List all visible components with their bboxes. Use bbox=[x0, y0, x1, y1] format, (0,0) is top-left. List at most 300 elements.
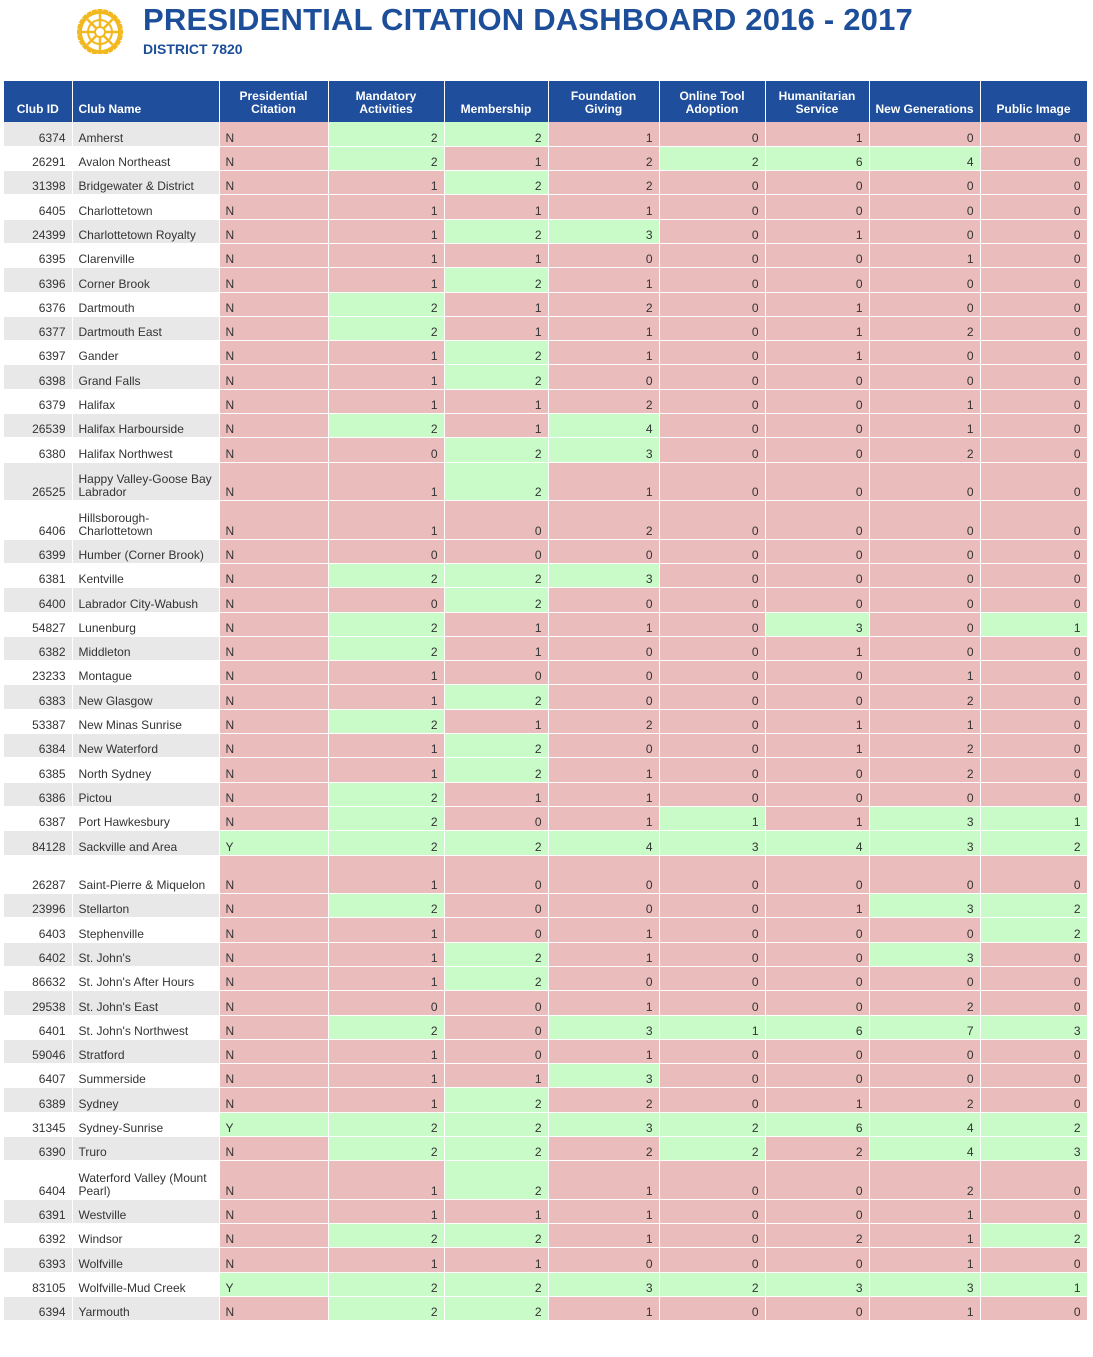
public-image-cell: 3 bbox=[980, 1136, 1087, 1160]
table-row bbox=[4, 1064, 1087, 1088]
table-row bbox=[4, 1136, 1087, 1160]
membership-cell: 2 bbox=[444, 341, 548, 365]
online-tool-adoption-cell: 0 bbox=[659, 734, 765, 758]
new-generations-cell: 0 bbox=[869, 1064, 980, 1088]
humanitarian-service-cell: 3 bbox=[765, 1272, 869, 1296]
membership-cell: 1 bbox=[444, 1064, 548, 1088]
foundation-giving-cell: 1 bbox=[548, 195, 659, 219]
new-generations-cell: 2 bbox=[869, 758, 980, 782]
new-generations-cell: 0 bbox=[869, 1039, 980, 1063]
table-row bbox=[4, 1199, 1087, 1223]
club-name-cell: Humber (Corner Brook) bbox=[72, 539, 219, 563]
humanitarian-service-cell: 0 bbox=[765, 1064, 869, 1088]
new-generations-cell: 0 bbox=[869, 539, 980, 563]
membership-cell: 2 bbox=[444, 588, 548, 612]
foundation-giving-cell: 1 bbox=[548, 806, 659, 830]
column-header-club-id: Club ID bbox=[4, 81, 72, 122]
humanitarian-service-cell: 0 bbox=[765, 1296, 869, 1320]
presidential-citation-cell: N bbox=[219, 268, 328, 292]
membership-cell: 2 bbox=[444, 1296, 548, 1320]
presidential-citation-cell: N bbox=[219, 462, 328, 501]
mandatory-activities-cell: 0 bbox=[328, 539, 444, 563]
humanitarian-service-cell: 0 bbox=[765, 1199, 869, 1223]
presidential-citation-cell: N bbox=[219, 636, 328, 660]
club-name-cell: Halifax bbox=[72, 389, 219, 413]
humanitarian-service-cell: 0 bbox=[765, 438, 869, 462]
mandatory-activities-cell: 2 bbox=[328, 1136, 444, 1160]
foundation-giving-cell: 0 bbox=[548, 661, 659, 685]
table-row bbox=[4, 1248, 1087, 1272]
new-generations-cell: 3 bbox=[869, 942, 980, 966]
club-name-cell: Halifax Northwest bbox=[72, 438, 219, 462]
public-image-cell: 0 bbox=[980, 685, 1087, 709]
presidential-citation-cell: N bbox=[219, 942, 328, 966]
mandatory-activities-cell: 2 bbox=[328, 894, 444, 918]
membership-cell: 1 bbox=[444, 389, 548, 413]
club-name-cell: Yarmouth bbox=[72, 1296, 219, 1320]
club-name-cell: Saint-Pierre & Miquelon bbox=[72, 855, 219, 894]
foundation-giving-cell: 0 bbox=[548, 365, 659, 389]
mandatory-activities-cell: 1 bbox=[328, 462, 444, 501]
foundation-giving-cell: 3 bbox=[548, 1064, 659, 1088]
table-row bbox=[4, 219, 1087, 243]
new-generations-cell: 4 bbox=[869, 146, 980, 170]
presidential-citation-cell: N bbox=[219, 855, 328, 894]
online-tool-adoption-cell: 0 bbox=[659, 1039, 765, 1063]
online-tool-adoption-cell: 1 bbox=[659, 806, 765, 830]
public-image-cell: 0 bbox=[980, 1296, 1087, 1320]
humanitarian-service-cell: 0 bbox=[765, 414, 869, 438]
membership-cell: 2 bbox=[444, 758, 548, 782]
club-id-cell: 26287 bbox=[4, 855, 72, 894]
new-generations-cell: 7 bbox=[869, 1015, 980, 1039]
foundation-giving-cell: 1 bbox=[548, 758, 659, 782]
club-name-cell: St. John's Northwest bbox=[72, 1015, 219, 1039]
foundation-giving-cell: 2 bbox=[548, 146, 659, 170]
table-row bbox=[4, 195, 1087, 219]
club-id-cell: 31398 bbox=[4, 171, 72, 195]
membership-cell: 1 bbox=[444, 243, 548, 267]
club-name-cell: Middleton bbox=[72, 636, 219, 660]
presidential-citation-cell: N bbox=[219, 1039, 328, 1063]
club-id-cell: 6400 bbox=[4, 588, 72, 612]
mandatory-activities-cell: 1 bbox=[328, 171, 444, 195]
presidential-citation-cell: N bbox=[219, 918, 328, 942]
membership-cell: 2 bbox=[444, 122, 548, 146]
mandatory-activities-cell: 2 bbox=[328, 1224, 444, 1248]
foundation-giving-cell: 1 bbox=[548, 316, 659, 340]
club-id-cell: 6392 bbox=[4, 1224, 72, 1248]
table-row bbox=[4, 122, 1087, 146]
new-generations-cell: 0 bbox=[869, 966, 980, 990]
mandatory-activities-cell: 2 bbox=[328, 831, 444, 855]
public-image-cell: 0 bbox=[980, 734, 1087, 758]
new-generations-cell: 2 bbox=[869, 316, 980, 340]
page-title: PRESIDENTIAL CITATION DASHBOARD 2016 - 2017 bbox=[143, 2, 913, 37]
membership-cell: 2 bbox=[444, 734, 548, 758]
membership-cell: 0 bbox=[444, 855, 548, 894]
foundation-giving-cell: 1 bbox=[548, 991, 659, 1015]
new-generations-cell: 0 bbox=[869, 219, 980, 243]
online-tool-adoption-cell: 0 bbox=[659, 685, 765, 709]
new-generations-cell: 0 bbox=[869, 171, 980, 195]
mandatory-activities-cell: 0 bbox=[328, 991, 444, 1015]
table-row bbox=[4, 563, 1087, 587]
foundation-giving-cell: 1 bbox=[548, 942, 659, 966]
membership-cell: 2 bbox=[444, 942, 548, 966]
foundation-giving-cell: 1 bbox=[548, 1224, 659, 1248]
public-image-cell: 0 bbox=[980, 438, 1087, 462]
presidential-citation-cell: N bbox=[219, 991, 328, 1015]
presidential-citation-cell: N bbox=[219, 122, 328, 146]
public-image-cell: 0 bbox=[980, 268, 1087, 292]
online-tool-adoption-cell: 0 bbox=[659, 563, 765, 587]
presidential-citation-cell: N bbox=[219, 588, 328, 612]
humanitarian-service-cell: 0 bbox=[765, 389, 869, 413]
club-name-cell: New Glasgow bbox=[72, 685, 219, 709]
online-tool-adoption-cell: 0 bbox=[659, 438, 765, 462]
online-tool-adoption-cell: 0 bbox=[659, 918, 765, 942]
mandatory-activities-cell: 2 bbox=[328, 292, 444, 316]
new-generations-cell: 2 bbox=[869, 1161, 980, 1200]
foundation-giving-cell: 3 bbox=[548, 1272, 659, 1296]
humanitarian-service-cell: 0 bbox=[765, 501, 869, 540]
table-row bbox=[4, 501, 1087, 540]
public-image-cell: 0 bbox=[980, 146, 1087, 170]
club-name-cell: Windsor bbox=[72, 1224, 219, 1248]
club-id-cell: 6387 bbox=[4, 806, 72, 830]
presidential-citation-cell: N bbox=[219, 1015, 328, 1039]
new-generations-cell: 1 bbox=[869, 389, 980, 413]
club-id-cell: 6384 bbox=[4, 734, 72, 758]
humanitarian-service-cell: 0 bbox=[765, 1161, 869, 1200]
club-name-cell: Charlottetown bbox=[72, 195, 219, 219]
public-image-cell: 0 bbox=[980, 365, 1087, 389]
membership-cell: 1 bbox=[444, 709, 548, 733]
presidential-citation-cell: N bbox=[219, 563, 328, 587]
table-row bbox=[4, 462, 1087, 501]
presidential-citation-cell: N bbox=[219, 438, 328, 462]
membership-cell: 2 bbox=[444, 219, 548, 243]
membership-cell: 1 bbox=[444, 292, 548, 316]
online-tool-adoption-cell: 0 bbox=[659, 243, 765, 267]
new-generations-cell: 4 bbox=[869, 1112, 980, 1136]
club-name-cell: Port Hawkesbury bbox=[72, 806, 219, 830]
online-tool-adoption-cell: 0 bbox=[659, 1224, 765, 1248]
mandatory-activities-cell: 2 bbox=[328, 782, 444, 806]
foundation-giving-cell: 2 bbox=[548, 501, 659, 540]
table-row bbox=[4, 1015, 1087, 1039]
foundation-giving-cell: 2 bbox=[548, 1088, 659, 1112]
club-name-cell: Stellarton bbox=[72, 894, 219, 918]
club-id-cell: 53387 bbox=[4, 709, 72, 733]
column-header-new-generations: New Generations bbox=[869, 81, 980, 122]
foundation-giving-cell: 3 bbox=[548, 1015, 659, 1039]
mandatory-activities-cell: 2 bbox=[328, 316, 444, 340]
club-name-cell: St. John's East bbox=[72, 991, 219, 1015]
public-image-cell: 0 bbox=[980, 122, 1087, 146]
table-row bbox=[4, 365, 1087, 389]
presidential-citation-cell: N bbox=[219, 1136, 328, 1160]
public-image-cell: 0 bbox=[980, 171, 1087, 195]
humanitarian-service-cell: 1 bbox=[765, 292, 869, 316]
online-tool-adoption-cell: 0 bbox=[659, 1064, 765, 1088]
header-row bbox=[4, 81, 1087, 122]
column-header-club-name: Club Name bbox=[72, 81, 219, 122]
new-generations-cell: 0 bbox=[869, 365, 980, 389]
membership-cell: 2 bbox=[444, 563, 548, 587]
humanitarian-service-cell: 1 bbox=[765, 734, 869, 758]
public-image-cell: 1 bbox=[980, 1272, 1087, 1296]
online-tool-adoption-cell: 0 bbox=[659, 389, 765, 413]
humanitarian-service-cell: 0 bbox=[765, 563, 869, 587]
club-id-cell: 6380 bbox=[4, 438, 72, 462]
club-id-cell: 59046 bbox=[4, 1039, 72, 1063]
club-id-cell: 26291 bbox=[4, 146, 72, 170]
club-id-cell: 6376 bbox=[4, 292, 72, 316]
foundation-giving-cell: 0 bbox=[548, 685, 659, 709]
membership-cell: 0 bbox=[444, 539, 548, 563]
humanitarian-service-cell: 1 bbox=[765, 806, 869, 830]
presidential-citation-cell: N bbox=[219, 782, 328, 806]
membership-cell: 2 bbox=[444, 1088, 548, 1112]
mandatory-activities-cell: 2 bbox=[328, 1296, 444, 1320]
club-name-cell: Sackville and Area bbox=[72, 831, 219, 855]
new-generations-cell: 0 bbox=[869, 292, 980, 316]
club-id-cell: 6405 bbox=[4, 195, 72, 219]
column-header-online-tool-adoption: Online Tool Adoption bbox=[659, 81, 765, 122]
humanitarian-service-cell: 6 bbox=[765, 146, 869, 170]
membership-cell: 2 bbox=[444, 268, 548, 292]
public-image-cell: 0 bbox=[980, 1199, 1087, 1223]
online-tool-adoption-cell: 0 bbox=[659, 966, 765, 990]
foundation-giving-cell: 1 bbox=[548, 918, 659, 942]
table-row bbox=[4, 1088, 1087, 1112]
foundation-giving-cell: 1 bbox=[548, 341, 659, 365]
table-row bbox=[4, 661, 1087, 685]
club-id-cell: 6399 bbox=[4, 539, 72, 563]
foundation-giving-cell: 1 bbox=[548, 1199, 659, 1223]
humanitarian-service-cell: 1 bbox=[765, 894, 869, 918]
membership-cell: 2 bbox=[444, 171, 548, 195]
online-tool-adoption-cell: 0 bbox=[659, 341, 765, 365]
club-name-cell: Avalon Northeast bbox=[72, 146, 219, 170]
presidential-citation-cell: N bbox=[219, 389, 328, 413]
mandatory-activities-cell: 1 bbox=[328, 1064, 444, 1088]
online-tool-adoption-cell: 0 bbox=[659, 1296, 765, 1320]
membership-cell: 2 bbox=[444, 831, 548, 855]
public-image-cell: 0 bbox=[980, 758, 1087, 782]
mandatory-activities-cell: 1 bbox=[328, 942, 444, 966]
online-tool-adoption-cell: 0 bbox=[659, 1088, 765, 1112]
foundation-giving-cell: 0 bbox=[548, 1248, 659, 1272]
table-row bbox=[4, 734, 1087, 758]
table-row bbox=[4, 292, 1087, 316]
club-id-cell: 6395 bbox=[4, 243, 72, 267]
presidential-citation-cell: N bbox=[219, 758, 328, 782]
presidential-citation-cell: Y bbox=[219, 1112, 328, 1136]
presidential-citation-cell: N bbox=[219, 806, 328, 830]
online-tool-adoption-cell: 0 bbox=[659, 709, 765, 733]
presidential-citation-cell: N bbox=[219, 501, 328, 540]
new-generations-cell: 1 bbox=[869, 1248, 980, 1272]
table-row bbox=[4, 539, 1087, 563]
club-id-cell: 6383 bbox=[4, 685, 72, 709]
presidential-citation-cell: N bbox=[219, 966, 328, 990]
public-image-cell: 0 bbox=[980, 942, 1087, 966]
mandatory-activities-cell: 1 bbox=[328, 1088, 444, 1112]
public-image-cell: 2 bbox=[980, 831, 1087, 855]
club-name-cell: Grand Falls bbox=[72, 365, 219, 389]
mandatory-activities-cell: 1 bbox=[328, 389, 444, 413]
table-row bbox=[4, 1224, 1087, 1248]
club-name-cell: Corner Brook bbox=[72, 268, 219, 292]
club-name-cell: Pictou bbox=[72, 782, 219, 806]
new-generations-cell: 0 bbox=[869, 195, 980, 219]
new-generations-cell: 1 bbox=[869, 1224, 980, 1248]
new-generations-cell: 1 bbox=[869, 1199, 980, 1223]
club-id-cell: 31345 bbox=[4, 1112, 72, 1136]
club-name-cell: New Minas Sunrise bbox=[72, 709, 219, 733]
table-row bbox=[4, 414, 1087, 438]
presidential-citation-cell: N bbox=[219, 243, 328, 267]
mandatory-activities-cell: 1 bbox=[328, 1161, 444, 1200]
mandatory-activities-cell: 2 bbox=[328, 806, 444, 830]
mandatory-activities-cell: 1 bbox=[328, 365, 444, 389]
online-tool-adoption-cell: 0 bbox=[659, 171, 765, 195]
table-row bbox=[4, 146, 1087, 170]
presidential-citation-cell: Y bbox=[219, 1272, 328, 1296]
foundation-giving-cell: 1 bbox=[548, 782, 659, 806]
online-tool-adoption-cell: 0 bbox=[659, 501, 765, 540]
table-row bbox=[4, 942, 1087, 966]
rotary-wheel-icon bbox=[77, 8, 129, 54]
new-generations-cell: 0 bbox=[869, 636, 980, 660]
table-row bbox=[4, 316, 1087, 340]
membership-cell: 0 bbox=[444, 661, 548, 685]
public-image-cell: 0 bbox=[980, 501, 1087, 540]
citation-table bbox=[4, 81, 1088, 1321]
mandatory-activities-cell: 1 bbox=[328, 341, 444, 365]
table-row bbox=[4, 243, 1087, 267]
public-image-cell: 0 bbox=[980, 991, 1087, 1015]
humanitarian-service-cell: 0 bbox=[765, 365, 869, 389]
new-generations-cell: 1 bbox=[869, 1296, 980, 1320]
public-image-cell: 0 bbox=[980, 462, 1087, 501]
online-tool-adoption-cell: 0 bbox=[659, 122, 765, 146]
presidential-citation-cell: N bbox=[219, 539, 328, 563]
public-image-cell: 0 bbox=[980, 636, 1087, 660]
membership-cell: 2 bbox=[444, 1161, 548, 1200]
club-name-cell: Westville bbox=[72, 1199, 219, 1223]
membership-cell: 0 bbox=[444, 894, 548, 918]
public-image-cell: 2 bbox=[980, 894, 1087, 918]
public-image-cell: 0 bbox=[980, 1088, 1087, 1112]
online-tool-adoption-cell: 0 bbox=[659, 365, 765, 389]
humanitarian-service-cell: 0 bbox=[765, 685, 869, 709]
public-image-cell: 3 bbox=[980, 1015, 1087, 1039]
online-tool-adoption-cell: 0 bbox=[659, 219, 765, 243]
mandatory-activities-cell: 2 bbox=[328, 1272, 444, 1296]
foundation-giving-cell: 0 bbox=[548, 539, 659, 563]
online-tool-adoption-cell: 0 bbox=[659, 1199, 765, 1223]
table-row bbox=[4, 855, 1087, 894]
table-row bbox=[4, 1161, 1087, 1200]
foundation-giving-cell: 3 bbox=[548, 563, 659, 587]
club-id-cell: 6404 bbox=[4, 1161, 72, 1200]
foundation-giving-cell: 2 bbox=[548, 389, 659, 413]
club-name-cell: Charlottetown Royalty bbox=[72, 219, 219, 243]
membership-cell: 1 bbox=[444, 636, 548, 660]
club-id-cell: 6374 bbox=[4, 122, 72, 146]
presidential-citation-cell: N bbox=[219, 195, 328, 219]
public-image-cell: 0 bbox=[980, 195, 1087, 219]
online-tool-adoption-cell: 0 bbox=[659, 758, 765, 782]
online-tool-adoption-cell: 0 bbox=[659, 612, 765, 636]
presidential-citation-cell: N bbox=[219, 219, 328, 243]
column-header-foundation-giving: Foundation Giving bbox=[548, 81, 659, 122]
mandatory-activities-cell: 2 bbox=[328, 612, 444, 636]
table-row bbox=[4, 782, 1087, 806]
membership-cell: 0 bbox=[444, 918, 548, 942]
club-id-cell: 6389 bbox=[4, 1088, 72, 1112]
club-id-cell: 6391 bbox=[4, 1199, 72, 1223]
humanitarian-service-cell: 1 bbox=[765, 219, 869, 243]
humanitarian-service-cell: 0 bbox=[765, 1248, 869, 1272]
presidential-citation-cell: N bbox=[219, 1248, 328, 1272]
online-tool-adoption-cell: 0 bbox=[659, 661, 765, 685]
public-image-cell: 0 bbox=[980, 661, 1087, 685]
membership-cell: 2 bbox=[444, 1272, 548, 1296]
humanitarian-service-cell: 0 bbox=[765, 758, 869, 782]
district-subtitle: DISTRICT 7820 bbox=[143, 41, 243, 57]
online-tool-adoption-cell: 0 bbox=[659, 462, 765, 501]
club-id-cell: 6396 bbox=[4, 268, 72, 292]
membership-cell: 2 bbox=[444, 1136, 548, 1160]
mandatory-activities-cell: 2 bbox=[328, 636, 444, 660]
foundation-giving-cell: 0 bbox=[548, 588, 659, 612]
presidential-citation-cell: N bbox=[219, 894, 328, 918]
table-row bbox=[4, 709, 1087, 733]
club-id-cell: 6390 bbox=[4, 1136, 72, 1160]
humanitarian-service-cell: 0 bbox=[765, 918, 869, 942]
public-image-cell: 0 bbox=[980, 1161, 1087, 1200]
club-id-cell: 23233 bbox=[4, 661, 72, 685]
public-image-cell: 0 bbox=[980, 341, 1087, 365]
humanitarian-service-cell: 0 bbox=[765, 268, 869, 292]
public-image-cell: 0 bbox=[980, 1248, 1087, 1272]
club-name-cell: Stratford bbox=[72, 1039, 219, 1063]
foundation-giving-cell: 0 bbox=[548, 855, 659, 894]
presidential-citation-cell: N bbox=[219, 1199, 328, 1223]
new-generations-cell: 2 bbox=[869, 1088, 980, 1112]
table-row bbox=[4, 685, 1087, 709]
membership-cell: 2 bbox=[444, 438, 548, 462]
club-name-cell: Clarenville bbox=[72, 243, 219, 267]
membership-cell: 2 bbox=[444, 685, 548, 709]
humanitarian-service-cell: 1 bbox=[765, 341, 869, 365]
foundation-giving-cell: 4 bbox=[548, 414, 659, 438]
table-row bbox=[4, 341, 1087, 365]
online-tool-adoption-cell: 0 bbox=[659, 894, 765, 918]
new-generations-cell: 0 bbox=[869, 268, 980, 292]
foundation-giving-cell: 3 bbox=[548, 438, 659, 462]
foundation-giving-cell: 0 bbox=[548, 966, 659, 990]
foundation-giving-cell: 2 bbox=[548, 709, 659, 733]
mandatory-activities-cell: 2 bbox=[328, 1112, 444, 1136]
new-generations-cell: 0 bbox=[869, 855, 980, 894]
mandatory-activities-cell: 1 bbox=[328, 1248, 444, 1272]
